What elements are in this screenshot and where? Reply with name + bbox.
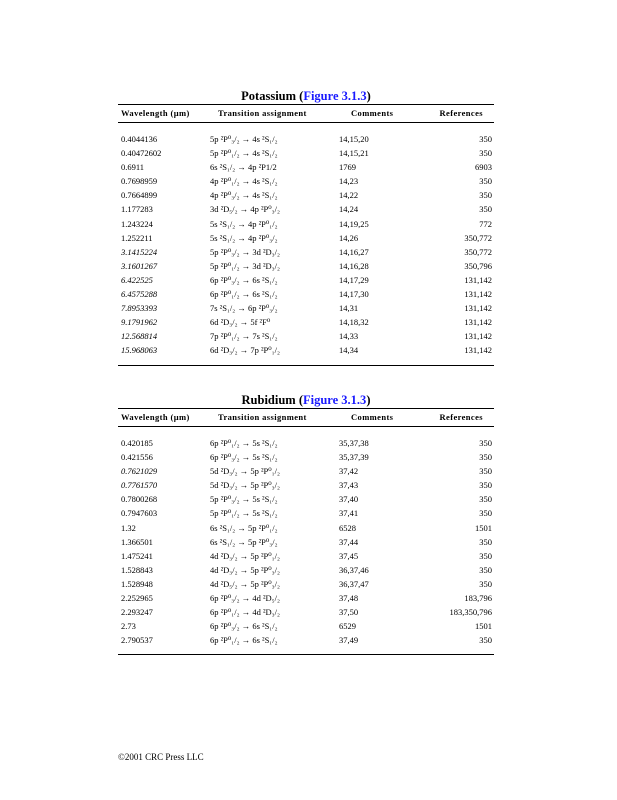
references-cell: 6903	[475, 162, 492, 173]
wavelength-cell: 1.252211	[121, 232, 153, 243]
references-cell: 350,796	[464, 260, 492, 271]
wavelength-cell: 3.1601267	[121, 260, 158, 271]
wavelength-cell: 1.177283	[121, 204, 153, 215]
transition-cell: 5d ²D₃/₂ → 5p ²P⁰₃/₂	[210, 480, 280, 491]
rubidium-bottom-rule	[118, 654, 494, 655]
wavelength-cell: 6.422525	[121, 274, 153, 285]
header-references: References	[439, 108, 483, 118]
wavelength-cell: 0.4044136	[121, 134, 158, 144]
wavelength-cell: 12.568814	[121, 331, 158, 342]
comments-cell: 1769	[339, 162, 356, 173]
comments-cell: 6528	[339, 522, 356, 533]
comments-cell: 14,33	[339, 331, 359, 342]
table-row	[118, 451, 494, 465]
copyright-footer: ©2001 CRC Press LLC	[118, 752, 204, 762]
transition-cell: 5p ²P⁰₁/₂ → 5s ²S₁/₂	[210, 508, 278, 519]
header-transition: Transition assignment	[218, 108, 307, 118]
references-cell: 350	[479, 494, 492, 505]
references-cell: 350	[479, 550, 492, 561]
comments-cell: 37,43	[339, 480, 359, 491]
comments-cell: 14,19,25	[339, 218, 369, 229]
references-cell: 350	[479, 480, 492, 491]
transition-cell: 4d ²D₃/₂ → 5p ²P⁰₃/₂	[210, 564, 280, 575]
comments-cell: 14,22	[339, 190, 359, 201]
transition-cell: 5s ²S₁/₂ → 4p ²P⁰₁/₂	[210, 218, 278, 229]
rubidium-figure-link[interactable]: Figure 3.1.3	[303, 393, 367, 407]
rubidium-title-end: )	[366, 393, 371, 407]
rubidium-rows	[118, 427, 494, 654]
table-row	[118, 274, 494, 288]
comments-cell: 37,40	[339, 494, 359, 505]
transition-cell: 4p ²P⁰₃/₂ → 4s ²S₁/₂	[210, 190, 278, 201]
table-row	[118, 147, 494, 161]
rubidium-title	[118, 392, 494, 408]
comments-cell: 14,31	[339, 303, 359, 314]
wavelength-cell: 0.421556	[121, 452, 153, 463]
wavelength-cell: 0.7761570	[121, 480, 158, 491]
wavelength-cell: 1.528843	[121, 564, 153, 575]
comments-cell: 35,37,38	[339, 438, 369, 448]
table-row	[118, 634, 494, 648]
references-cell: 350	[479, 452, 492, 463]
wavelength-cell: 1.366501	[121, 536, 153, 547]
potassium-title-text: Potassium (	[241, 89, 304, 103]
references-cell: 350	[479, 466, 492, 477]
transition-cell: 7p ²P⁰₁/₂ → 7s ²S₁/₂	[210, 331, 278, 342]
comments-cell: 36,37,47	[339, 578, 369, 589]
comments-cell: 14,23	[339, 176, 359, 187]
references-cell: 131,142	[464, 274, 492, 285]
header-wavelength: Wavelength (µm)	[121, 108, 190, 118]
wavelength-cell: 0.7664899	[121, 190, 158, 201]
comments-cell: 37,49	[339, 635, 359, 646]
comments-cell: 14,18,32	[339, 317, 369, 328]
comments-cell: 37,50	[339, 607, 359, 618]
table-row	[118, 493, 494, 507]
transition-cell: 5p ²P⁰₃/₂ → 5s ²S₁/₂	[210, 494, 278, 505]
transition-cell: 6s ²S₁/₂ → 5p ²P⁰₃/₂	[210, 536, 278, 547]
transition-cell: 4p ²P⁰₁/₂ → 4s ²S₁/₂	[210, 176, 278, 187]
comments-cell: 14,17,29	[339, 274, 369, 285]
rubidium-section	[118, 392, 494, 655]
table-row	[118, 175, 494, 189]
potassium-header-row	[118, 105, 494, 122]
transition-cell: 6s ²S₁/₂ → 4p ²P1/2	[210, 162, 277, 173]
comments-cell: 14,34	[339, 345, 359, 356]
transition-cell: 6p ²P⁰₁/₂ → 6s ²S₁/₂	[210, 289, 278, 300]
header-comments: Comments	[351, 412, 394, 422]
transition-cell: 6s ²S₁/₂ → 5p ²P⁰₁/₂	[210, 522, 278, 533]
comments-cell: 36,37,46	[339, 564, 369, 575]
transition-cell: 6p ²P⁰₃/₂ → 4d ²D₅/₂	[210, 593, 280, 604]
transition-cell: 4d ²D₃/₂ → 5p ²P⁰₁/₂	[210, 550, 280, 561]
wavelength-cell: 9.1791962	[121, 317, 158, 328]
transition-cell: 6p ²P⁰₁/₂ → 6s ²S₁/₂	[210, 635, 278, 646]
wavelength-cell: 0.7947603	[121, 508, 158, 519]
wavelength-cell: 2.73	[121, 621, 136, 632]
wavelength-cell: 1.528948	[121, 578, 153, 589]
transition-cell: 5d ²D₃/₂ → 5p ²P⁰₁/₂	[210, 466, 280, 477]
table-row	[118, 133, 494, 147]
wavelength-cell: 1.32	[121, 522, 136, 533]
transition-cell: 6p ²P⁰₃/₂ → 6s ²S₁/₂	[210, 621, 278, 632]
rubidium-title-text: Rubidium (	[241, 393, 303, 407]
wavelength-cell: 0.420185	[121, 438, 153, 448]
wavelength-cell: 7.8953393	[121, 303, 158, 314]
transition-cell: 4d ²D₅/₂ → 5p ²P⁰₃/₂	[210, 578, 280, 589]
references-cell: 183,796	[464, 593, 492, 604]
wavelength-cell: 2.252965	[121, 593, 153, 604]
comments-cell: 14,15,21	[339, 148, 369, 159]
table-row	[118, 479, 494, 493]
transition-cell: 6p ²P⁰₃/₂ → 5s ²S₁/₂	[210, 452, 278, 463]
transition-cell: 5s ²S₁/₂ → 4p ²P⁰₃/₂	[210, 232, 278, 243]
table-row	[118, 592, 494, 606]
potassium-title-end: )	[366, 89, 371, 103]
table-row	[118, 189, 494, 203]
transition-cell: 6p ²P⁰₁/₂ → 4d ²D₃/₂	[210, 607, 280, 618]
table-row	[118, 606, 494, 620]
transition-cell: 5p ²P⁰₃/₂ → 4s ²S₁/₂	[210, 134, 278, 144]
transition-cell: 6p ²P⁰₃/₂ → 6s ²S₁/₂	[210, 274, 278, 285]
table-row	[118, 218, 494, 232]
references-cell: 350,772	[464, 246, 492, 257]
table-row	[118, 522, 494, 536]
transition-cell: 6d ²D₃/₂ → 5f ²F⁰	[210, 317, 271, 328]
table-row	[118, 564, 494, 578]
references-cell: 350	[479, 635, 492, 646]
comments-cell: 37,42	[339, 466, 359, 477]
header-comments: Comments	[351, 108, 394, 118]
references-cell: 350,772	[464, 232, 492, 243]
table-row	[118, 161, 494, 175]
table-row	[118, 550, 494, 564]
table-row	[118, 437, 494, 451]
transition-cell: 3d ²D₅/₂ → 4p ²P⁰₃/₂	[210, 204, 280, 215]
wavelength-cell: 2.790537	[121, 635, 153, 646]
references-cell: 350	[479, 190, 492, 201]
references-cell: 1501	[475, 621, 492, 632]
table-row	[118, 536, 494, 550]
comments-cell: 37,48	[339, 593, 359, 604]
wavelength-cell: 0.7698959	[121, 176, 158, 187]
wavelength-cell: 0.7800268	[121, 494, 158, 505]
rubidium-header-row	[118, 409, 494, 426]
wavelength-cell: 2.293247	[121, 607, 153, 618]
table-row	[118, 620, 494, 634]
comments-cell: 14,16,28	[339, 260, 369, 271]
wavelength-cell: 15.968063	[121, 345, 158, 356]
references-cell: 350	[479, 536, 492, 547]
comments-cell: 6529	[339, 621, 356, 632]
comments-cell: 37,41	[339, 508, 359, 519]
references-cell: 1501	[475, 522, 492, 533]
table-row	[118, 507, 494, 521]
header-references: References	[439, 412, 483, 422]
table-row	[118, 465, 494, 479]
transition-cell: 5p ²P⁰₁/₂ → 3d ²D₃/₂	[210, 260, 280, 271]
table-row	[118, 232, 494, 246]
wavelength-cell: 3.1415224	[121, 246, 158, 257]
potassium-title	[118, 88, 494, 104]
table-row	[118, 203, 494, 217]
comments-cell: 14,24	[339, 204, 359, 215]
comments-cell: 37,45	[339, 550, 359, 561]
references-cell: 350	[479, 134, 492, 144]
references-cell: 350	[479, 564, 492, 575]
potassium-figure-link[interactable]: Figure 3.1.3	[303, 89, 367, 103]
table-row	[118, 246, 494, 260]
wavelength-cell: 0.40472602	[121, 148, 162, 159]
transition-cell: 6d ²D₃/₂ → 7p ²P⁰₁/₂	[210, 345, 280, 356]
wavelength-cell: 0.7621029	[121, 466, 158, 477]
potassium-rows	[118, 123, 494, 365]
references-cell: 350	[479, 578, 492, 589]
transition-cell: 5p ²P⁰₃/₂ → 3d ²D₃/₂	[210, 246, 280, 257]
comments-cell: 14,16,27	[339, 246, 369, 257]
wavelength-cell: 6.4575288	[121, 289, 158, 300]
header-transition: Transition assignment	[218, 412, 307, 422]
comments-cell: 14,17,30	[339, 289, 369, 300]
wavelength-cell: 1.475241	[121, 550, 153, 561]
wavelength-cell: 1.243224	[121, 218, 153, 229]
table-row	[118, 288, 494, 302]
references-cell: 772	[479, 218, 492, 229]
references-cell: 350	[479, 508, 492, 519]
references-cell: 350	[479, 204, 492, 215]
comments-cell: 14,26	[339, 232, 359, 243]
wavelength-cell: 0.6911	[121, 162, 145, 173]
references-cell: 131,142	[464, 317, 492, 328]
table-row	[118, 316, 494, 330]
table-row	[118, 578, 494, 592]
table-row	[118, 330, 494, 344]
transition-cell: 7s ²S₁/₂ → 6p ²P⁰₃/₂	[210, 303, 278, 314]
references-cell: 350	[479, 438, 492, 448]
references-cell: 350	[479, 176, 492, 187]
references-cell: 131,142	[464, 331, 492, 342]
references-cell: 131,142	[464, 303, 492, 314]
transition-cell: 6p ²P⁰₁/₂ → 5s ²S₁/₂	[210, 438, 278, 448]
comments-cell: 37,44	[339, 536, 359, 547]
references-cell: 350	[479, 148, 492, 159]
table-row	[118, 344, 494, 358]
table-row	[118, 302, 494, 316]
table-row	[118, 260, 494, 274]
references-cell: 131,142	[464, 345, 492, 356]
transition-cell: 5p ²P⁰₁/₂ → 4s ²S₁/₂	[210, 148, 278, 159]
references-cell: 183,350,796	[449, 607, 492, 618]
comments-cell: 35,37,39	[339, 452, 369, 463]
potassium-bottom-rule	[118, 365, 494, 366]
potassium-section	[118, 88, 494, 366]
header-wavelength: Wavelength (µm)	[121, 412, 190, 422]
comments-cell: 14,15,20	[339, 134, 369, 144]
references-cell: 131,142	[464, 289, 492, 300]
